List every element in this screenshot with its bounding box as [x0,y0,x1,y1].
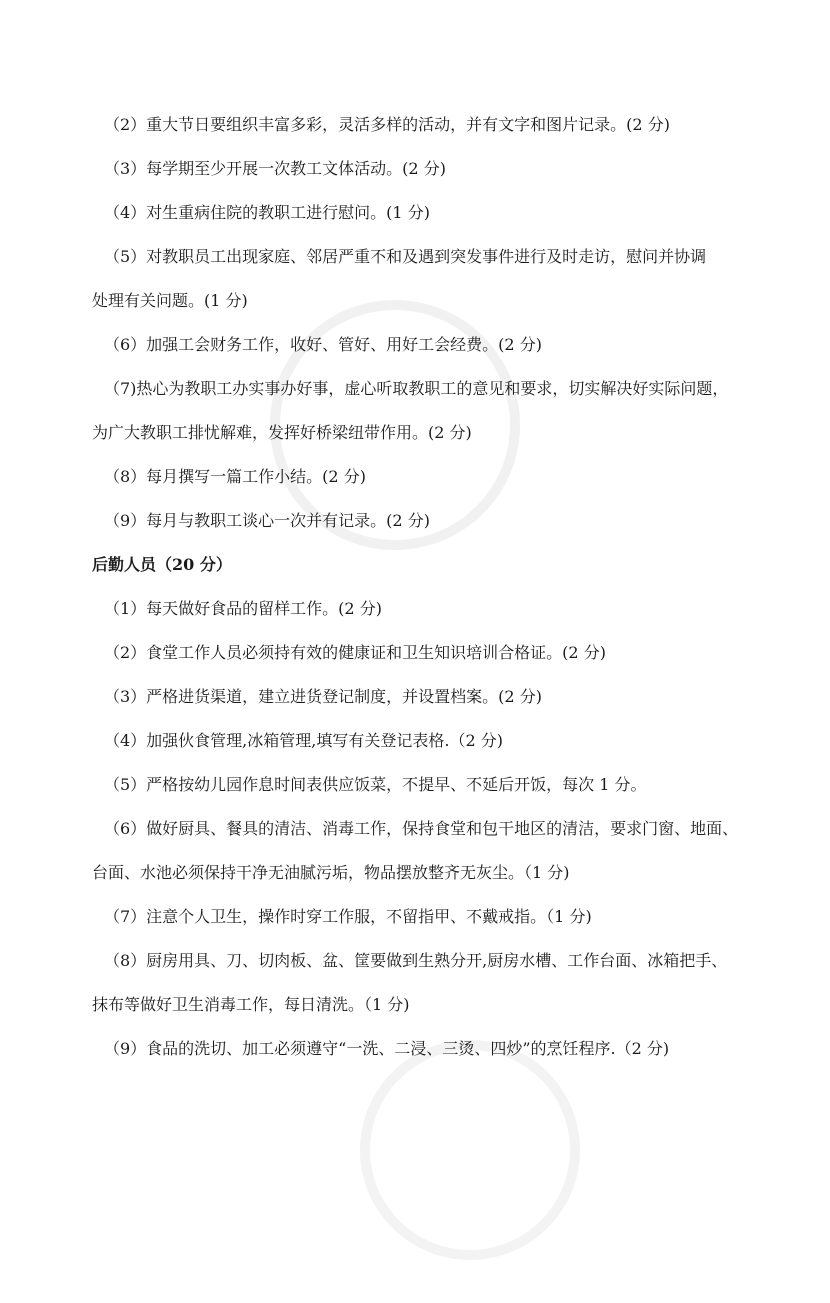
item-3-staff-activities: （3）每学期至少开展一次教工文体活动。(2 分) [104,159,446,178]
item-7-practical-matters: （7)热心为教职工办实事办好事，虚心听取教职工的意见和要求，切实解决好实际问题， [104,379,729,398]
logistics-item-3: （3）严格进货渠道，建立进货登记制度，并设置档案。(2 分) [104,687,542,706]
logistics-item-4: （4）加强伙食管理,冰箱管理,填写有关登记表格.（2 分) [104,731,503,750]
item-2-celebrations: （2）重大节日要组织丰富多彩，灵活多样的活动，并有文字和图片记录。(2 分) [104,115,670,134]
logistics-item-1: （1）每天做好食品的留样工作。(2 分) [104,599,382,618]
section-heading-logistics: 后勤人员（20 分） [92,555,232,574]
item-4-hospital-visits: （4）对生重病住院的教职工进行慰问。(1 分) [104,203,430,222]
logistics-item-7: （7）注意个人卫生，操作时穿工作服，不留指甲、不戴戒指。（1 分) [104,907,592,926]
logistics-item-5: （5）严格按幼儿园作息时间表供应饭菜，不提早、不延后开饭，每次 1 分。 [104,775,647,794]
logistics-item-8-cont: 抹布等做好卫生消毒工作，每日清洗。（1 分) [92,995,410,1014]
item-6-union-finance: （6）加强工会财务工作，收好、管好、用好工会经费。(2 分) [104,335,542,354]
item-8-monthly-summary: （8）每月撰写一篇工作小结。(2 分) [104,467,366,486]
item-7-practical-matters-cont: 为广大教职工排忧解难，发挥好桥梁纽带作用。(2 分) [92,423,472,442]
item-5-home-visits: （5）对教职员工出现家庭、邻居严重不和及遇到突发事件进行及时走访，慰问并协调 [104,247,707,266]
logistics-item-6: （6）做好厨具、餐具的清洁、消毒工作，保持食堂和包干地区的清洁，要求门窗、地面、 [104,819,739,838]
logistics-item-8: （8）厨房用具、刀、切肉板、盆、筐要做到生熟分开,厨房水槽、工作台面、冰箱把手、 [104,951,728,970]
item-5-home-visits-cont: 处理有关问题。(1 分) [92,291,248,310]
logistics-item-2: （2）食堂工作人员必须持有效的健康证和卫生知识培训合格证。(2 分) [104,643,606,662]
logistics-item-6-cont: 台面、水池必须保持干净无油腻污垢，物品摆放整齐无灰尘。（1 分) [92,863,570,882]
logistics-item-9: （9）食品的洗切、加工必须遵守“一洗、二浸、三烫、四炒”的烹饪程序.（2 分) [104,1039,670,1058]
item-9-monthly-talk: （9）每月与教职工谈心一次并有记录。(2 分) [104,511,430,530]
